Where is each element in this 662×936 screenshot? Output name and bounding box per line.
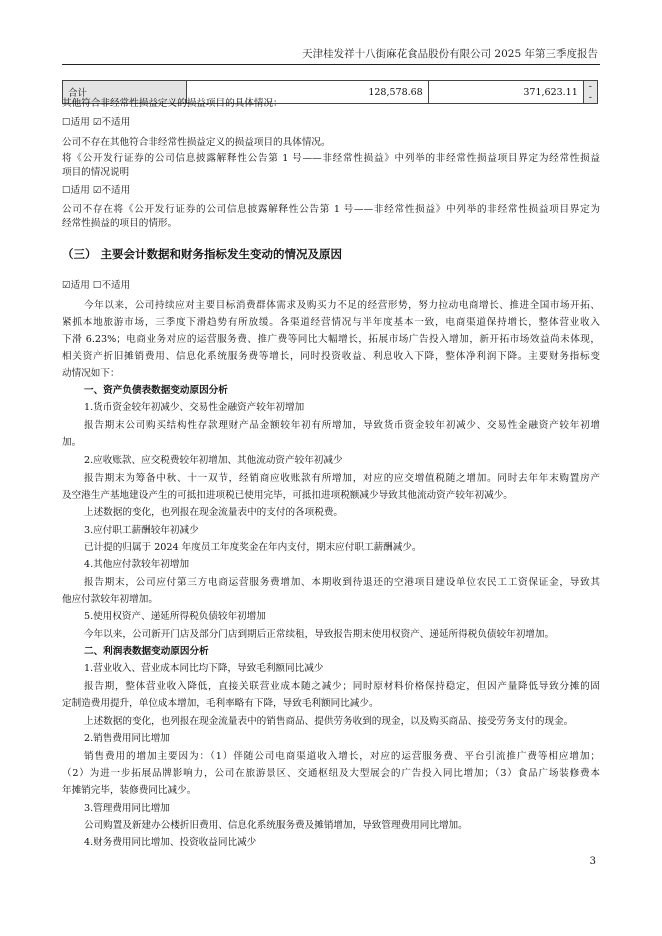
body-line: 销售费用的增加主要因为：（1）伴随公司电商渠道收入增长，对应的运营服务费、平台引流推广费等相应增加； <box>84 751 600 762</box>
total-label-cell: 合计 <box>63 81 187 104</box>
item-heading: 1.货币资金较年初减少、交易性金融资产较年初增加 <box>84 402 305 413</box>
body-line: 报告期末公司购买结构性存款理财产品金额较年初有所增加，导致货币资金较年初减少、交易性金融资产较年初增 <box>84 420 600 431</box>
body-line: 其他符合非经常性损益定义的损益项目的具体情况： <box>62 98 283 109</box>
body-line: 紧抓本地旅游市场，三季度下滑趋势有所放缓。各渠道经营情况与半年度基本一致，电商渠道保持增长，整体营业收入 <box>62 317 600 328</box>
item-heading: 1.营业收入、营业成本同比均下降，导致毛利额同比减少 <box>84 663 324 674</box>
body-line: 年摊销完毕，装修费同比减少。 <box>62 785 197 796</box>
applicability-checkbox-line: ☐适用 ☑不适用 <box>62 185 131 196</box>
item-heading: 3.管理费用同比增加 <box>84 803 170 814</box>
item-heading: 2.销售费用同比增加 <box>84 733 170 744</box>
section-heading: （三） 主要会计数据和财务指标发生变动的情况及原因 <box>62 247 343 261</box>
header-rule <box>62 64 600 65</box>
body-line: 公司不存在其他符合非经常性损益定义的损益项目的具体情况。 <box>62 137 331 148</box>
body-line: 项目的情况说明 <box>62 167 130 178</box>
body-line: 上述数据的变化，也列报在现金流量表中的销售商品、提供劳务收到的现金，以及购买商品、接受劳务支付的现金。 <box>84 716 574 727</box>
body-line: 公司购置及新建办公楼折旧费用、信息化系统服务费及摊销增加，导致管理费用同比增加。 <box>84 820 468 831</box>
body-line: 今年以来，公司新开门店及部分门店到期后正常续租，导致报告期末使用权资产、递延所得税负债较年初增加。 <box>84 629 555 640</box>
body-line: 及空港生产基地建设产生的可抵扣进项税已使用完毕，可抵扣进项税额减少导致其他流动资产较年初减少。 <box>62 490 513 501</box>
item-heading: 4.财务费用同比增加、投资收益同比减少 <box>84 837 257 848</box>
body-line: 经常性损益的项目的情形。 <box>62 218 178 229</box>
applicability-checkbox-line: ☐适用 ☑不适用 <box>62 117 131 128</box>
page-number: 3 <box>589 856 596 867</box>
total-value-current-cell: 128,578.68 <box>187 81 428 104</box>
body-line: 上述数据的变化，也列报在现金流量表中的支付的各项税费。 <box>84 507 344 518</box>
body-line: 他应付款较年初增加。 <box>62 594 158 605</box>
total-value-ytd-cell: 371,623.11 <box>428 81 583 104</box>
body-line: 定制造费用提升，单位成本增加，毛利率略有下降，导致毛利额同比减少。 <box>62 698 379 709</box>
body-line: 报告期，整体营业收入降低，直接关联营业成本随之减少；同时原材料价格保持稳定，但因产量降低导致分摊的固 <box>84 681 600 692</box>
body-line: 将《公开发行证券的公司信息披露解释性公告第 1 号——非经常性损益》中列举的非经常性损益项目界定为经常性损益 <box>62 153 600 164</box>
body-line: 下滑 6.23%；电商业务对应的运营服务费、推广费等同比大幅增长，拓展市场广告投入增加，新开拓市场效益尚未体现， <box>62 334 600 345</box>
body-line: 动情况如下： <box>62 368 120 379</box>
item-heading: 4.其他应付款较年初增加 <box>84 559 190 570</box>
body-line: 加。 <box>62 437 82 448</box>
body-line: （2）为进一步拓展品牌影响力，公司在旅游景区、交通枢纽及大型展会的广告投入同比增加；（3）食品广场装修费本 <box>62 768 600 779</box>
total-note-cell: -- <box>583 81 597 104</box>
body-line: 公司不存在将《公开发行证券的公司信息披露解释性公告第 1 号——非经常性损益》中列举的非经常性损益项目界定为 <box>62 204 600 215</box>
body-line: 已计提的归属于 2024 年度员工年度奖金在年内支付，期末应付职工薪酬减少。 <box>84 542 422 553</box>
body-line: 报告期末为筹备中秋、十一双节，经销商应收账款有所增加，对应的应交增值税随之增加。同时去年年末购置房产 <box>84 473 600 484</box>
body-line: 相关资产折旧摊销费用、信息化系统服务费等增长，同时投资收益、利息收入下降，整体净利润下降。主要财务指标变 <box>62 351 600 362</box>
page-header: 天津桂发祥十八街麻花食品股份有限公司 2025 年第三季度报告 <box>302 48 598 60</box>
applicability-checkbox-line: ☑适用 ☐不适用 <box>62 280 131 291</box>
item-heading: 5.使用权资产、递延所得税负债较年初增加 <box>84 611 266 622</box>
subsection-heading: 二、利润表数据变动原因分析 <box>84 646 209 657</box>
body-line: 报告期末，公司应付第三方电商运营服务费增加、本期收到待退还的空港项目建设单位农民工工资保证金，导致其 <box>84 577 600 588</box>
body-line: 今年以来，公司持续应对主要目标消费群体需求及购买力不足的经营形势，努力拉动电商增长、推进全国市场开拓、 <box>84 300 600 311</box>
item-heading: 2.应收账款、应交税费较年初增加、其他流动资产较年初减少 <box>84 455 343 466</box>
item-heading: 3.应付职工薪酬较年初减少 <box>84 525 199 536</box>
subsection-heading: 一、资产负债表数据变动原因分析 <box>84 385 228 396</box>
